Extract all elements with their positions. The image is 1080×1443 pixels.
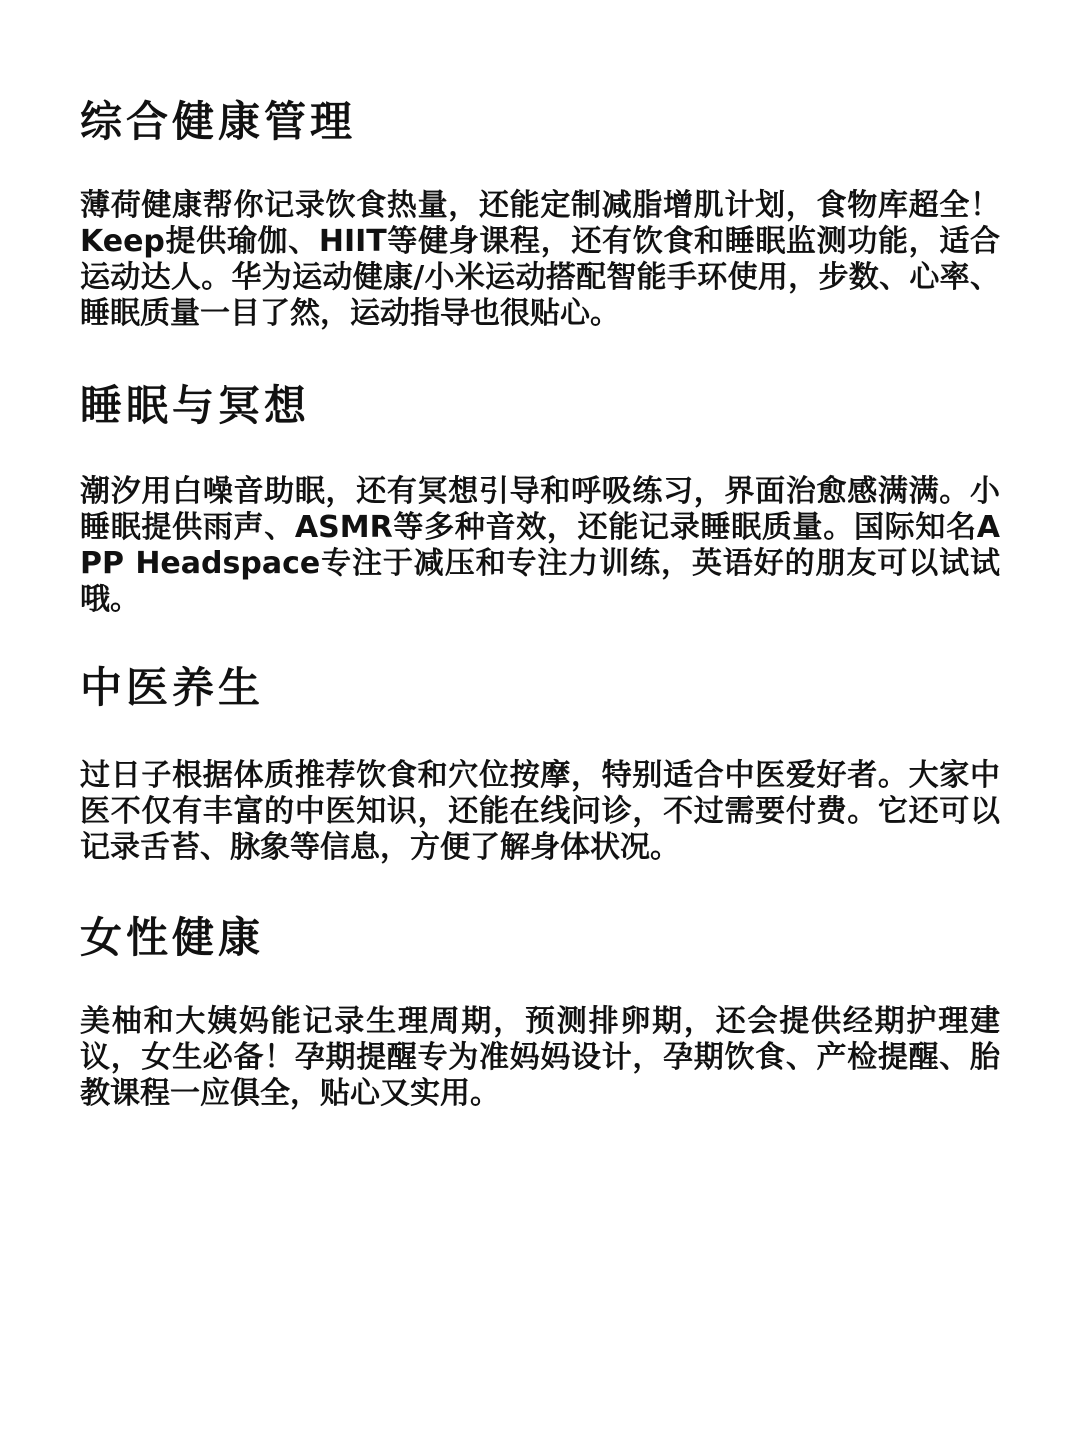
section-tcm-wellness — [80, 662, 1000, 865]
section-body: 过日子根据体质推荐饮食和穴位按摩，特别适合中医爱好者。大家中医不仅有丰富的中医知识，还能在线问诊，不过需要付费。它还可以记录舌苔、脉象等信息，方便了解身体状况。 — [80, 758, 1000, 865]
section-comprehensive-health — [80, 96, 1000, 331]
section-sleep-meditation — [80, 380, 1000, 617]
section-heading: 女性健康 — [80, 913, 265, 962]
section-body: 美柚和大姨妈能记录生理周期，预测排卵期，还会提供经期护理建议，女生必备！孕期提醒专为准妈妈设计，孕期饮食、产检提醒、胎教课程一应俱全，贴心又实用。 — [80, 1004, 1000, 1111]
section-heading: 中医养生 — [80, 663, 265, 712]
section-heading: 睡眠与冥想 — [80, 381, 311, 430]
section-womens-health — [80, 912, 1000, 1111]
section-body: 潮汐用白噪音助眠，还有冥想引导和呼吸练习，界面治愈感满满。小睡眠提供雨声、ASMR等多种音效，还能记录睡眠质量。国际知名APP Headspace专注于减压和专注力训练，英语好的朋友可以试试哦。 — [80, 474, 1000, 617]
section-body: 薄荷健康帮你记录饮食热量，还能定制减脂增肌计划，食物库超全！Keep提供瑜伽、HIIT等健身课程，还有饮食和睡眠监测功能，适合运动达人。华为运动健康/小米运动搭配智能手环使用，步数、心率、睡眠质量一目了然，运动指导也很贴心。 — [80, 188, 1000, 331]
section-heading: 综合健康管理 — [80, 97, 357, 146]
